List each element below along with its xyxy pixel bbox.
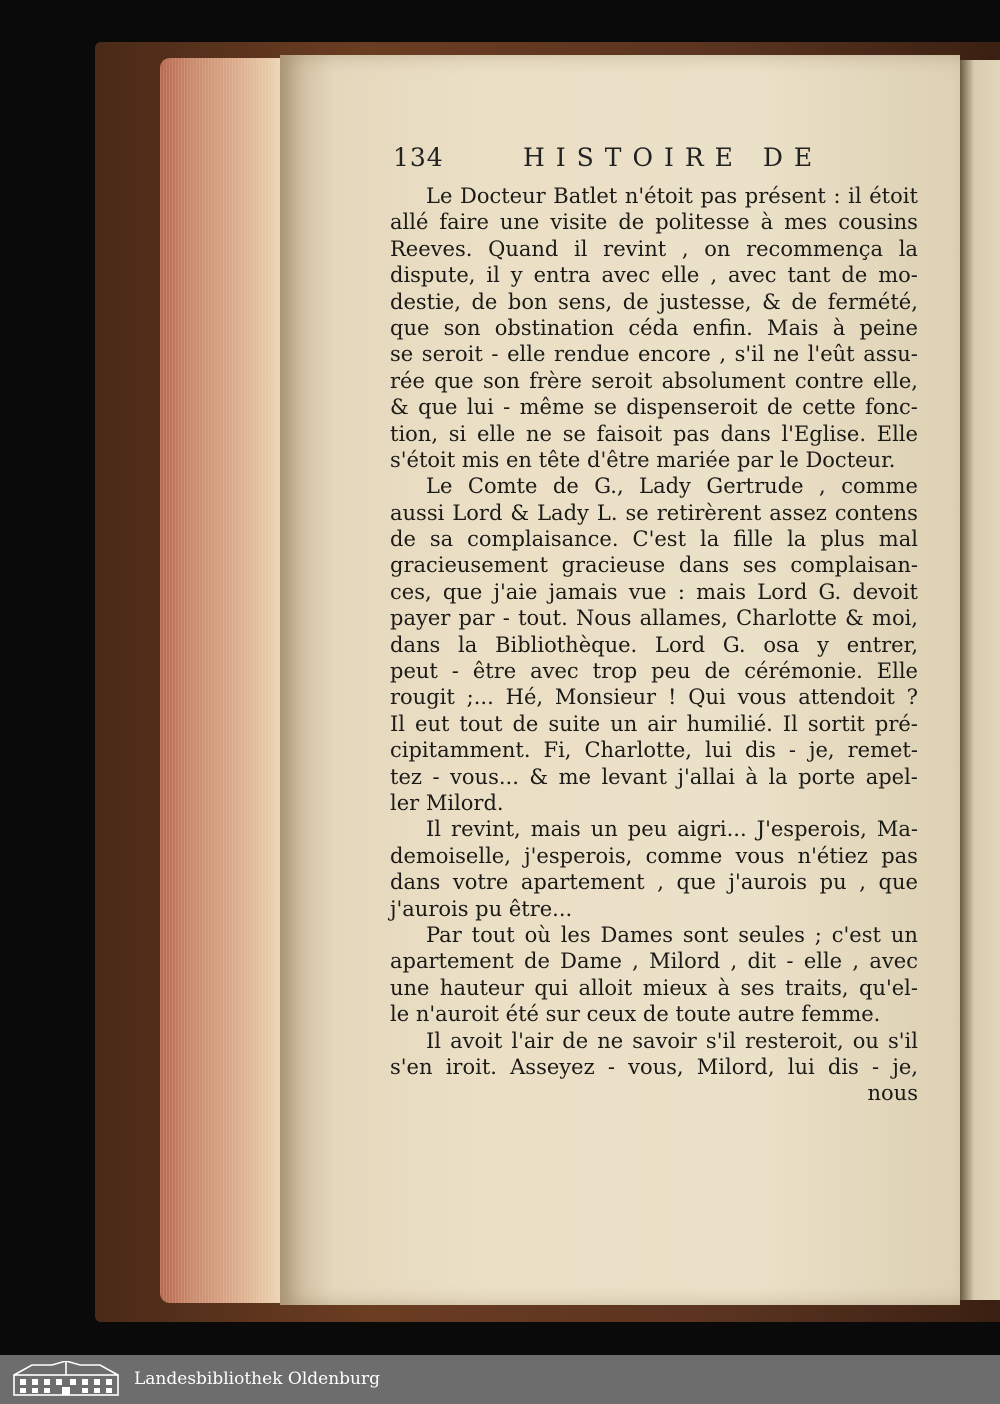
text-line: tez - vous... & me levant j'allai à la porte apel-	[390, 764, 918, 789]
text-line: Il revint, mais un peu aigri... J'esperois, Ma-	[426, 817, 918, 842]
text-line: apartement de Dame , Milord , dit - elle , avec	[390, 949, 918, 974]
text-line: tion, si elle ne se faisoit pas dans l'Eglise. Elle	[390, 421, 918, 446]
text-line: s'en iroit. Asseyez - vous, Milord, lui dis - je,	[390, 1054, 918, 1079]
text-line: dans la Bibliothèque. Lord G. osa y entrer,	[390, 632, 918, 657]
text-line: Il eut tout de suite un air humilié. Il sortit pré-	[390, 711, 918, 736]
text-line: dans votre apartement , que j'aurois pu , que	[390, 870, 918, 895]
catchword: nous	[867, 1081, 918, 1106]
text-line: Reeves. Quand il revint , on recommença la	[390, 236, 918, 261]
text-line: destie, de bon sens, de justesse, & de fermété,	[390, 289, 918, 314]
text-line: gracieusement gracieuse dans ses complaisan-	[390, 553, 918, 578]
text-line: que son obstination céda enfin. Mais à peine	[390, 315, 918, 340]
body-text	[390, 183, 918, 1107]
page-edges	[160, 58, 285, 1303]
text-line: s'étoit mis en tête d'être mariée par le Docteur.	[390, 447, 896, 472]
text-line: dispute, il y entra avec elle , avec tant de mo-	[390, 263, 918, 288]
text-line: Il avoit l'air de ne savoir s'il resteroit, ou s'il	[426, 1028, 918, 1053]
text-line: ces, que j'aie jamais vue : mais Lord G. devoit	[390, 579, 918, 604]
text-line: j'aurois pu être...	[390, 896, 573, 921]
text-line: allé faire une visite de politesse à mes cousins	[390, 210, 918, 235]
text-line: une hauteur qui alloit mieux à ses traits, qu'el-	[390, 975, 918, 1000]
library-name: Landesbibliothek Oldenburg	[134, 1369, 381, 1389]
footer-bar	[0, 1355, 1000, 1404]
text-line: Le Docteur Batlet n'étoit pas présent : il étoit	[426, 184, 918, 208]
text-line: Par tout où les Dames sont seules ; c'est un	[426, 922, 918, 947]
text-line: ler Milord.	[390, 790, 504, 815]
text-line: aussi Lord & Lady L. se retirèrent assez contens	[390, 500, 918, 525]
running-head	[393, 143, 923, 179]
text-line: rougit ;... Hé, Monsieur ! Qui vous attendoit ?	[390, 685, 918, 710]
text-line: payer par - tout. Nous allames, Charlotte & moi,	[390, 606, 918, 631]
text-line: demoiselle, j'esperois, comme vous n'étiez pas	[390, 843, 918, 868]
page-number: 134	[393, 143, 444, 172]
text-line: peut - être avec trop peu de cérémonie. Elle	[390, 659, 918, 684]
text-line: Le Comte de G., Lady Gertrude , comme	[426, 474, 918, 499]
facing-page-edge	[960, 60, 1000, 1300]
text-line: & que lui - même se dispenseroit de cette fonc-	[390, 395, 918, 420]
library-building-icon	[12, 1361, 120, 1397]
text-line: de sa complaisance. C'est la fille la plus mal	[390, 527, 918, 552]
text-line: cipitamment. Fi, Charlotte, lui dis - je, remet-	[390, 738, 918, 763]
text-line: rée que son frère seroit absolument contre elle,	[390, 368, 918, 393]
text-line: se seroit - elle rendue encore , s'il ne l'eût assu-	[390, 342, 918, 367]
text-line: le n'auroit été sur ceux de toute autre femme.	[390, 1002, 881, 1027]
running-title: HISTOIRE DE	[523, 143, 824, 172]
